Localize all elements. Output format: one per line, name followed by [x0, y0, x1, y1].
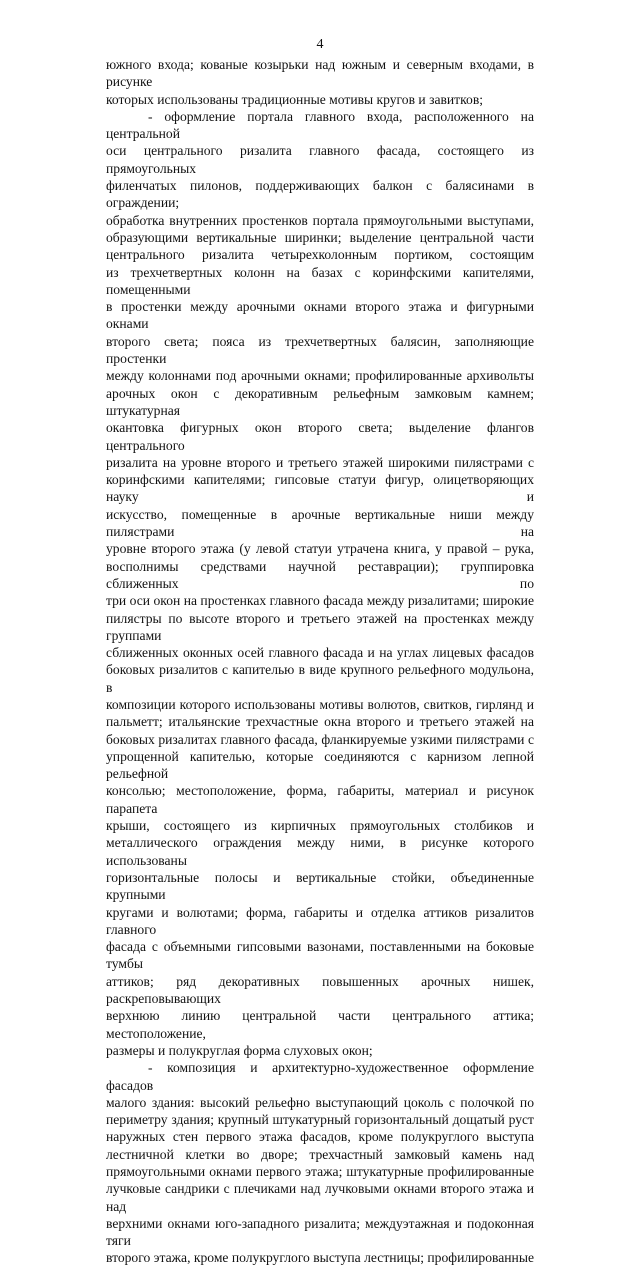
- text-line: второго света; пояса из трехчетвертных балясин, заполняющие простенки: [106, 333, 534, 367]
- text-line: боковых ризалитов с капителью в виде крупного рельефного модульона, в: [106, 662, 534, 695]
- text-line: которых использованы традиционные мотивы кругов и завитков;: [106, 91, 484, 107]
- text-line: лучковые сандрики с плечиками над лучковыми окнами второго этажа и над: [106, 1181, 534, 1214]
- text-line: кругами и волютами; форма, габариты и отделка аттиков ризалитов главного: [106, 904, 534, 937]
- text-line: консолью; местоположение, форма, габариты, материал и рисунок парапета: [106, 783, 534, 816]
- text-line: прямоугольными окнами первого этажа; штукатурные профилированные: [106, 1164, 534, 1179]
- text-line: искусство, помещенные в арочные вертикальные ниши между пилястрами на: [106, 506, 534, 540]
- text-line: наружных стен первого этажа фасадов, кроме полукруглого выступа: [106, 1129, 534, 1145]
- text-line: оси центрального ризалита главного фасада, состоящего из прямоугольных: [106, 143, 534, 176]
- text-line: арочных окон с декоративным рельефным замковым камнем; штукатурная: [106, 385, 534, 418]
- text-line: - композиция и архитектурно-художественное оформление фасадов: [106, 1060, 534, 1093]
- text-line: между колоннами под арочными окнами; профилированные архивольты: [106, 368, 534, 384]
- text-line: крыши, состоящего из кирпичных прямоугольных столбиков и: [106, 818, 534, 834]
- text-line: второго этажа, кроме полукруглого выступа лестницы; профилированные: [106, 1250, 534, 1266]
- text-line: упрощенной капителью, которые соединяются с карнизом лепной рельефной: [106, 748, 534, 782]
- text-line: металлического ограждения между ними, в рисунке которого использованы: [106, 835, 534, 868]
- text-line: боковых ризалитах главного фасада, фланкируемые узкими пилястрами с: [106, 731, 534, 747]
- text-line: ризалита на уровне второго и третьего этажей широкими пилястрами с: [106, 454, 534, 470]
- text-line: пилястры по высоте второго и третьего этажей на простенках между группами: [106, 610, 534, 643]
- text-line: - оформление портала главного входа, расположенного на центральной: [106, 108, 534, 142]
- text-line: фасада с объемными гипсовыми вазонами, поставленными на боковые тумбы: [106, 939, 534, 972]
- text-line: три оси окон на простенках главного фасада между ризалитами; широкие: [106, 593, 534, 609]
- text-line: периметру здания; крупный штукатурный горизонтальный дощатый руст: [106, 1112, 534, 1128]
- text-line: уровне второго этажа (у левой статуи утрачена книга, у правой – рука,: [106, 541, 534, 557]
- text-line: окантовка фигурных окон второго света; выделение флангов центрального: [106, 420, 534, 453]
- text-line: центрального ризалита четырехколонным портиком, состоящим: [106, 247, 534, 263]
- text-line: горизонтальные полосы и вертикальные стойки, объединенные крупными: [106, 869, 534, 903]
- text-line: лестничной клетки во дворе; трехчастный замковый камень над: [106, 1146, 534, 1162]
- text-line: верхними окнами юго-западного ризалита; междуэтажная и подоконная тяги: [106, 1215, 534, 1249]
- text-line: филенчатых пилонов, поддерживающих балкон с балясинами в ограждении;: [106, 178, 534, 211]
- text-line: коринфскими капителями; гипсовые статуи фигур, олицетворяющих науку и: [106, 472, 534, 505]
- text-line: аттиков; ряд декоративных повышенных арочных нишек, раскреповывающих: [106, 973, 534, 1007]
- text-line: южного входа; кованые козырьки над южным и северным входами, в рисунке: [106, 57, 534, 90]
- text-line: пальметт; итальянские трехчастные окна второго и третьего этажей на: [106, 714, 534, 730]
- text-line: из трехчетвертных колонн на базах с коринфскими капителями, помещенными: [106, 264, 534, 297]
- text-line: композиции которого использованы мотивы волютов, свитков, гирлянд и: [106, 696, 534, 712]
- text-line: малого здания: высокий рельефно выступающий цоколь с полочкой по: [106, 1094, 534, 1110]
- document-body: [106, 56, 534, 1267]
- text-line: образующими вертикальные ширинки; выделение центральной части: [106, 229, 534, 245]
- text-line: в простенки между арочными окнами второго этажа и фигурными окнами: [106, 299, 534, 332]
- page-number: 4: [316, 37, 324, 52]
- text-line: сближенных оконных осей главного фасада и на углах лицевых фасадов: [106, 645, 534, 661]
- text-line: восполнимы средствами научной реставрации); группировка сближенных по: [106, 558, 534, 591]
- text-line: обработка внутренних простенков портала прямоугольными выступами,: [106, 212, 534, 228]
- text-line: верхнюю линию центральной части центрального аттика; местоположение,: [106, 1008, 534, 1041]
- text-line: размеры и полукруглая форма слуховых окон;: [106, 1042, 373, 1058]
